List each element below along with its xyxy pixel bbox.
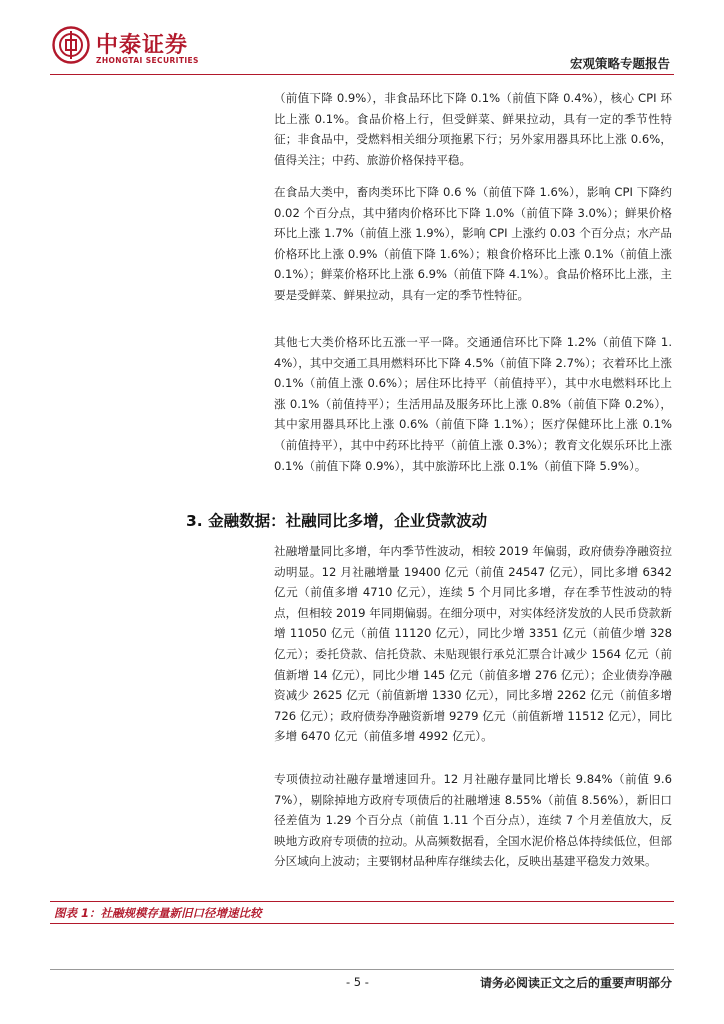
body-paragraph: 其他七大类价格环比五涨一平一降。交通通信环比下降 1.2%（前值下降 1.4%），其中交通工具用燃料环比下降 4.5%（前值下降 2.7%）；衣着环比上涨 0.1%（前值上涨 0.6%）；居住环比持平（前值持平），其中水电燃料环比上涨 0.1%（前值持平）；生活用品及服务环比上涨 0.8%（前值下降 0.2%），其中家用器具环比上涨 0.6%（前值下降 1.1%）；医疗保健环比上涨 0.1%（前值持平），其中中药环比持平（前值上涨 0.3%）；教育文化娱乐环比上涨 0.1%（前值下降 0.9%），其中旅游环比上涨 0.1%（前值下降 5.9%）。 — [274, 335, 672, 473]
body-paragraph: 在食品大类中，畜肉类环比下降 0.6 %（前值下降 1.6%），影响 CPI 下降约 0.02 个百分点，其中猪肉价格环比下降 1.0%（前值下降 3.0%）；鲜果价格环比上涨 1.7%（前值上涨 1.9%），影响 CPI 上涨约 0.03 个百分点；水产品价格环比上涨 0.9%（前值下降 1.6%）；粮食价格环比上涨 0.1%（前值上涨 0.1%）；鲜菜价格环比上涨 6.9%（前值下降 4.1%）。食品价格环比上涨，主要是受鲜菜、鲜果拉动，具有一定的季节性特征。 — [274, 185, 672, 302]
footer-divider — [50, 969, 674, 970]
logo-english-name: ZHONGTAI SECURITIES — [96, 56, 199, 65]
header-divider — [50, 74, 674, 75]
page-header — [0, 0, 724, 80]
logo-chinese-name: 中泰证券 — [96, 33, 189, 58]
company-logo — [52, 26, 222, 72]
body-paragraph: 社融增量同比多增，年内季节性波动，相较 2019 年偏弱，政府债券净融资拉动明显。12 月社融增量 19400 亿元（前值 24547 亿元），同比多增 6342 亿元（前值多增 4710 亿元），连续 5 个月同比多增，存在季节性波动的特点，但相较 2019 年同期偏弱。在细分项中，对实体经济发放的人民币贷款新增 11050 亿元（前值 11120 亿元），同比少增 3351 亿元（前值少增 328 亿元）；委托贷款、信托贷款、未贴现银行承兑汇票合计减少 1564 亿元（前值新增 14 亿元），同比少增 145 亿元（前值多增 276 亿元）；企业债券净融资减少 2625 亿元（前值新增 1330 亿元），同比多增 2262 亿元（前值多增 726 亿元）；政府债券净融资新增 9279 亿元（前值新增 11512 亿元），同比多增 6470 亿元（前值多增 4992 亿元）。 — [274, 544, 672, 744]
disclaimer-note: 请务必阅读正文之后的重要声明部分 — [479, 976, 672, 990]
page-number: - 5 - — [346, 975, 369, 989]
figure-caption-bar — [50, 901, 674, 924]
report-type: 宏观策略专题报告 — [569, 56, 670, 71]
body-paragraph: 专项债拉动社融存量增速回升。12 月社融存量同比增长 9.84%（前值 9.67%），剔除掉地方政府专项债后的社融增速 8.55%（前值 8.56%），新旧口径差值为 1.29 个百分点（前值 1.11 个百分点），连续 7 个月差值放大，反映地方政府专项债的拉动。从高频数据看，全国水泥价格总体持续低位，但部分区域向上波动；主要钢材品种库存继续去化，反映出基建平稳发力效果。 — [274, 772, 672, 869]
body-paragraph: （前值下降 0.9%），非食品环比下降 0.1%（前值下降 0.4%），核心 CPI 环比上涨 0.1%。食品价格上行，但受鲜菜、鲜果拉动，具有一定的季节性特征；非食品中，受燃料相关细分项拖累下行；另外家用器具环比上涨 0.6%，值得关注；中药、旅游价格保持平稳。 — [274, 91, 672, 167]
zhongtai-logo-icon — [52, 26, 90, 64]
figure-caption: 图表 1：社融规模存量新旧口径增速比较 — [54, 906, 262, 920]
section-heading: 3. 金融数据：社融同比多增，企业贷款波动 — [186, 512, 488, 530]
